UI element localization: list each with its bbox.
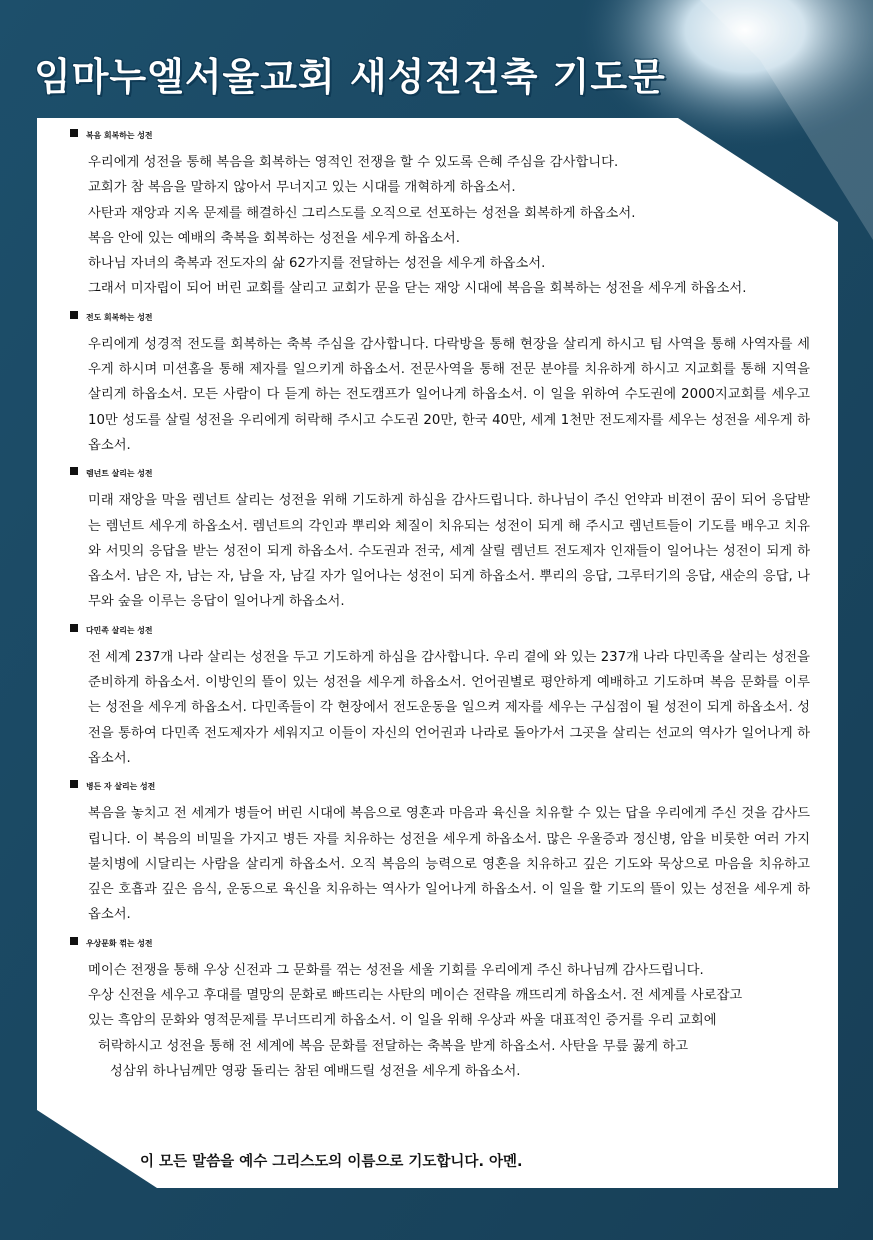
bullet-icon: [70, 129, 78, 137]
body-line: 우상 신전을 세우고 후대를 멸망의 문화로 빠뜨리는 사탄의 메이슨 전략을 깨뜨리게 하옵소서. 전 세계를 사로잡고: [88, 988, 743, 1004]
section-evangelism: [60, 308, 820, 458]
closing-prayer: 이 모든 말씀을 예수 그리스도의 이름으로 기도합니다. 아멘.: [140, 1154, 523, 1170]
body-line: 그래서 미자립이 되어 버린 교회를 살리고 교회가 문을 닫는 재앙 시대에 복음을 회복하는 성전을 세우게 하옵소서.: [88, 281, 747, 297]
bullet-icon: [70, 467, 78, 475]
section-title: 우상문화 꺾는 성전: [70, 934, 820, 954]
body-line: 있는 흑암의 문화와 영적문제를 무너뜨리게 하옵소서. 이 일을 위해 우상과 싸울 대표적인 증거를 우리 교회에: [88, 1013, 717, 1029]
body-line: 우리에게 성전을 통해 복음을 회복하는 영적인 전쟁을 할 수 있도록 은혜 주심을 감사합니다.: [88, 155, 619, 170]
section-title: 병든 자 살리는 성전: [70, 777, 820, 797]
bullet-icon: [70, 937, 78, 945]
section-healing: [60, 777, 820, 927]
body-line: 성삼위 하나님께만 영광 돌리는 참된 예배드릴 성전을 세우게 하옵소서.: [110, 1063, 521, 1079]
section-body: [88, 958, 820, 1084]
section-title: 렘넌트 살리는 성전: [70, 464, 820, 484]
body-line: 하나님 자녀의 축복과 전도자의 삶 62가지를 전달하는 성전을 세우게 하옵소서.: [88, 256, 546, 272]
page-title: 임마누엘서울교회 새성전건축 기도문: [34, 55, 666, 99]
section-body: 복음을 놓치고 전 세계가 병들어 버린 시대에 복음으로 영혼과 마음과 육신을 치유할 수 있는 답을 우리에게 주신 것을 감사드립니다. 이 복음의 비밀을 가지고 병든 자를 치유하는 성전을 세우게 하옵소서. 많은 우울증과 정신병, 암을 비롯한 여러 가지 불치병에 시달리는 사람을 살리게 하옵소서. 오직 복음의 능력으로 영혼을 치유하고 깊은 기도와 묵상으로 마음을 치유하고 깊은 호흡과 깊은 음식, 운동으로 육신을 치유하는 역사가 일어나게 하옵소서. 이 일을 할 기도의 뜰이 있는 성전을 세우게 하옵소서.: [88, 806, 810, 923]
section-title: 다민족 살리는 성전: [70, 621, 820, 641]
section-gospel: [60, 126, 820, 302]
section-body: 우리에게 성경적 전도를 회복하는 축복 주심을 감사합니다. 다락방을 통해 현장을 살리게 하시고 팀 사역을 통해 사역자를 세우게 하시며 미션홈을 통해 제자를 일으키게 하옵소서. 전문사역을 통해 전문 분야를 치유하게 하시고 지교회를 통해 지역을 살리게 하옵소서. 모든 사람이 다 듣게 하는 전도캠프가 일어나게 하옵소서. 이 일을 위하여 수도권에 2000지교회를 세우고 10만 성도를 살릴 성전을 우리에게 허락해 주시고 수도권 20만, 한국 40만, 세계 1천만 전도제자를 세우는 성전을 세우게 하옵소서.: [88, 336, 810, 453]
section-multiethnic: [60, 621, 820, 771]
body-line: 메이슨 전쟁을 통해 우상 신전과 그 문화를 꺾는 성전을 세울 기회를 우리에게 주신 하나님께 감사드립니다.: [88, 962, 704, 978]
section-body: 미래 재앙을 막을 렘넌트 살리는 성전을 위해 기도하게 하심을 감사드립니다. 하나님이 주신 언약과 비젼이 꿈이 되어 응답받는 렘넌트 세우게 하옵소서. 렘넌트의 각인과 뿌리와 체질이 치유되는 성전이 되게 해 주시고 렘넌트들이 기도를 배우고 치유와 서밋의 응답을 받는 성전이 되게 하옵소서. 수도권과 전국, 세계 살릴 렘넌트 전도제자 인재들이 일어나는 성전이 되게 하옵소서. 남은 자, 남는 자, 남을 자, 남길 자가 일어나는 성전이 되게 하옵소서. 뿌리의 응답, 그루터기의 응답, 새순의 응답, 나무와 숲을 이루는 응답이 일어나게 하옵소서.: [88, 493, 810, 610]
section-title: 복음 회복하는 성전: [70, 126, 820, 146]
body-line: 사탄과 재앙과 지옥 문제를 해결하신 그리스도를 오직으로 선포하는 성전을 회복하게 하옵소서.: [88, 205, 636, 221]
section-title: 전도 회복하는 성전: [70, 308, 820, 328]
bullet-icon: [70, 624, 78, 632]
section-body: 전 세계 237개 나라 살리는 성전을 두고 기도하게 하심을 감사합니다. 우리 곁에 와 있는 237개 나라 다민족을 살리는 성전을 준비하게 하옵소서. 이방인의 뜰이 있는 성전을 세우게 하옵소서. 언어권별로 평안하게 예배하고 기도하며 복음 문화를 이루는 성전을 세우게 하옵소서. 다민족들이 각 현장에서 전도운동을 일으켜 제자를 세우는 구심점이 될 성전이 되게 하옵소서. 성전을 통하여 다민족 전도제자가 세워지고 이들이 자신의 언어권과 나라로 돌아가서 그곳을 살리는 선교의 역사가 일어나게 하옵소서.: [88, 649, 810, 766]
section-remnant: [60, 464, 820, 614]
section-idol-culture: [60, 934, 820, 1084]
bullet-icon: [70, 780, 78, 788]
body-line: 복음 안에 있는 예배의 축복을 회복하는 성전을 세우게 하옵소서.: [88, 230, 461, 246]
prayer-content: [60, 126, 820, 1090]
body-line: 교회가 참 복음을 말하지 않아서 무너지고 있는 시대를 개혁하게 하옵소서.: [88, 180, 516, 196]
section-body: [88, 150, 820, 302]
body-line: 허락하시고 성전을 통해 전 세계에 복음 문화를 전달하는 축복을 받게 하옵소서. 사탄을 무릎 꿇게 하고: [98, 1038, 689, 1054]
bullet-icon: [70, 311, 78, 319]
